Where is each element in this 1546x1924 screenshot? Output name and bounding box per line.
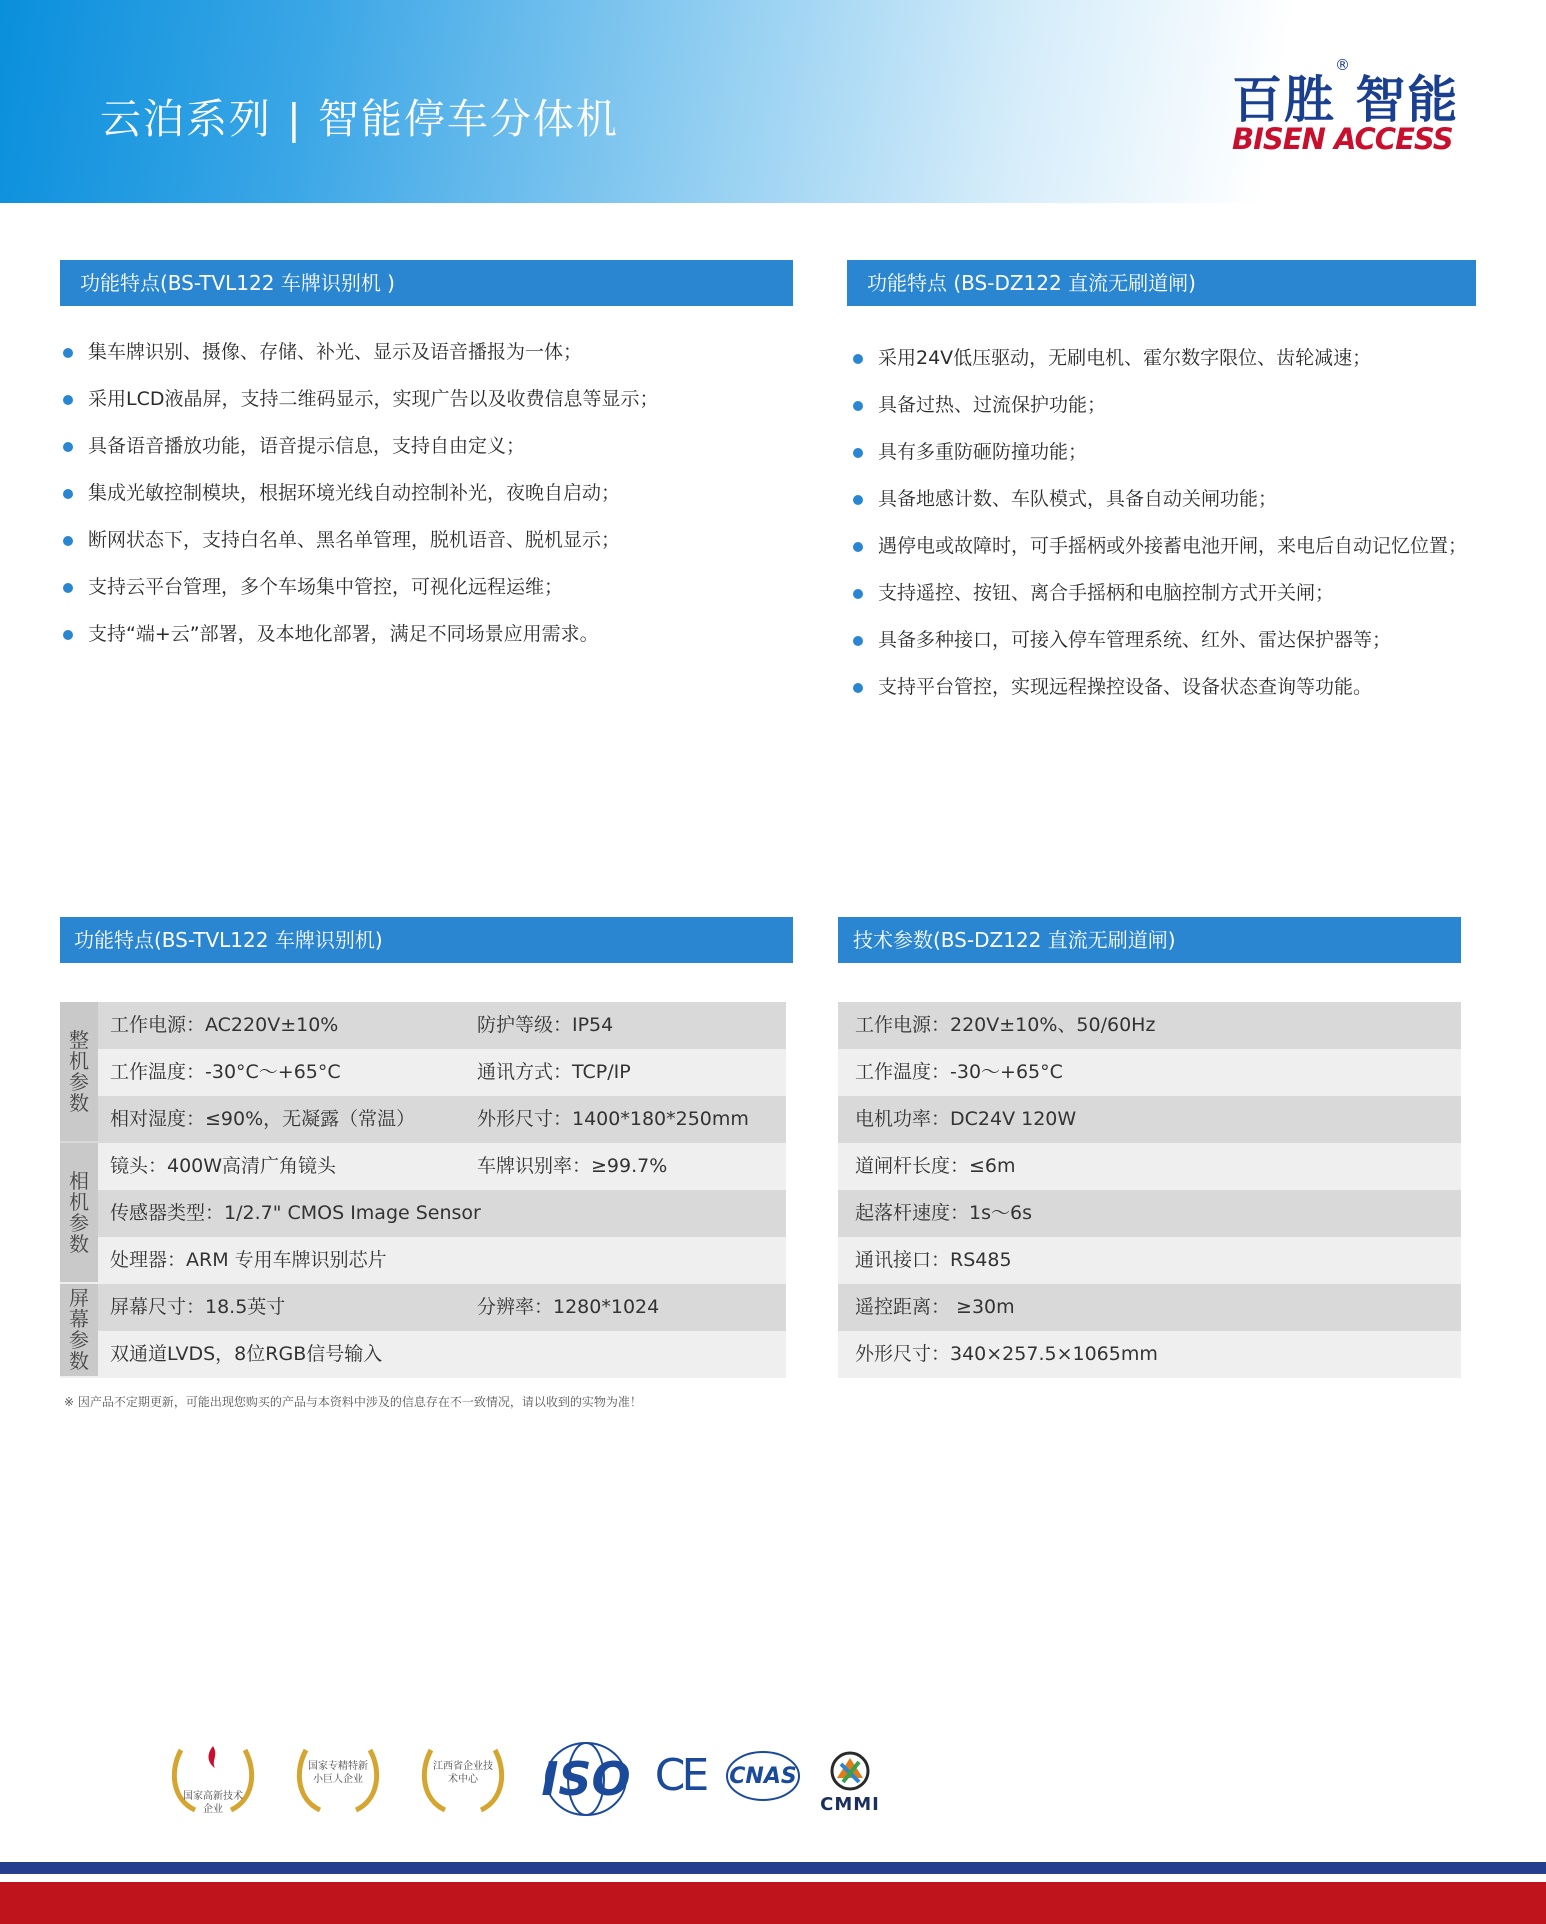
registered-mark: ® xyxy=(1335,56,1350,74)
feature-text: 具备地感计数、车队模式，具备自动关闸功能； xyxy=(878,488,1278,510)
cnas-logo xyxy=(723,1748,803,1804)
feature-text: 支持云平台管理，多个车场集中管控，可视化远程运维； xyxy=(88,576,564,598)
spec-cell: 起落杆速度：1s～6s xyxy=(855,1202,1032,1224)
ce-text: CE xyxy=(654,1749,706,1801)
footer-bar-red xyxy=(0,1882,1546,1924)
feature-item xyxy=(853,343,1467,390)
spec-group-label xyxy=(60,1143,98,1282)
spec-cell: 工作电源：AC220V±10% xyxy=(110,1014,339,1036)
laurel-1-text: 国家高新技术企业 xyxy=(183,1791,243,1815)
features-right-heading: 功能特点 (BS-DZ122 直流无刷道闸) xyxy=(847,260,1476,306)
feature-item xyxy=(63,431,658,478)
feature-item xyxy=(63,478,658,525)
bullet-dot-icon xyxy=(853,636,863,646)
feature-text: 具备语音播放功能，语音提示信息，支持自由定义； xyxy=(88,435,526,457)
spec-cell: 通讯接口：RS485 xyxy=(855,1249,1012,1271)
page-header xyxy=(0,0,1546,203)
spec-row xyxy=(60,1237,786,1284)
features-left-heading: 功能特点(BS-TVL122 车牌识别机 ) xyxy=(60,260,793,306)
iso-logo xyxy=(540,1740,632,1818)
spec-cell: 相对湿度：≤90%，无凝露（常温） xyxy=(110,1108,416,1130)
specs-right-table xyxy=(838,1002,1461,1378)
laurel-badge-tech-center xyxy=(415,1738,511,1818)
feature-item xyxy=(63,619,658,666)
feature-text: 集成光敏控制模块，根据环境光线自动控制补光，夜晚自启动； xyxy=(88,482,621,504)
feature-text: 采用LCD液晶屏，支持二维码显示，实现广告以及收费信息等显示； xyxy=(88,388,659,410)
spec-cell: 防护等级：IP54 xyxy=(477,1014,614,1036)
spec-row xyxy=(838,1002,1461,1049)
laurel-2-text: 国家专精特新小巨人企业 xyxy=(308,1761,368,1785)
laurel-badge-high-tech xyxy=(165,1738,261,1818)
bullet-dot-icon xyxy=(853,354,863,364)
feature-item xyxy=(853,531,1467,578)
bullet-dot-icon xyxy=(853,589,863,599)
feature-item xyxy=(63,384,658,431)
laurel-3-text: 江西省企业技术中心 xyxy=(433,1761,493,1785)
disclaimer-note: ※ 因产品不定期更新，可能出现您购买的产品与本资料中涉及的信息存在不一致情况，请以收到的实物为准！ xyxy=(64,1395,642,1409)
spec-row xyxy=(60,1002,786,1049)
cnas-text: CNAS xyxy=(729,1763,797,1789)
bullet-dot-icon xyxy=(853,542,863,552)
cmmi-emblem-icon xyxy=(827,1748,873,1794)
spec-row xyxy=(60,1049,786,1096)
feature-item xyxy=(853,625,1467,672)
feature-item xyxy=(853,437,1467,484)
spec-row xyxy=(60,1143,786,1190)
spec-cell: 镜头：400W高清广角镜头 xyxy=(110,1155,337,1177)
spec-group-label xyxy=(60,1002,98,1141)
feature-text: 支持“端+云”部署，及本地化部署，满足不同场景应用需求。 xyxy=(88,623,599,645)
feature-item xyxy=(853,578,1467,625)
bullet-dot-icon xyxy=(853,448,863,458)
cmmi-logo xyxy=(815,1738,885,1824)
bullet-dot-icon xyxy=(853,401,863,411)
spec-row xyxy=(60,1331,786,1378)
spec-row xyxy=(838,1331,1461,1378)
bullet-dot-icon xyxy=(853,495,863,505)
spec-group-label-text: 整机参数 xyxy=(69,1027,89,1115)
brand-logo xyxy=(1232,56,1462,156)
bullet-dot-icon xyxy=(63,630,73,640)
spec-row xyxy=(838,1237,1461,1284)
bullet-dot-icon xyxy=(853,683,863,693)
logo-cn-text: 百胜 智能 xyxy=(1232,71,1460,129)
spec-cell: 分辨率：1280*1024 xyxy=(477,1296,660,1318)
feature-text: 具有多重防砸防撞功能； xyxy=(878,441,1088,463)
spec-row xyxy=(838,1096,1461,1143)
ce-logo xyxy=(645,1750,715,1800)
feature-text: 具备过热、过流保护功能； xyxy=(878,394,1107,416)
spec-row xyxy=(838,1190,1461,1237)
specs-left-table xyxy=(60,1002,786,1378)
spec-cell: 道闸杆长度：≤6m xyxy=(855,1155,1016,1177)
cmmi-text: CMMI xyxy=(820,1793,880,1815)
feature-text: 集车牌识别、摄像、存储、补光、显示及语音播报为一体； xyxy=(88,341,583,363)
specs-left-heading: 功能特点(BS-TVL122 车牌识别机) xyxy=(60,917,793,963)
feature-text: 断网状态下，支持白名单、黑名单管理，脱机语音、脱机显示； xyxy=(88,529,621,551)
spec-group-label xyxy=(60,1284,98,1376)
certification-logos xyxy=(165,1738,885,1818)
spec-row xyxy=(838,1284,1461,1331)
logo-en-text: BISEN ACCESS xyxy=(1232,122,1453,156)
spec-row xyxy=(838,1143,1461,1190)
feature-item xyxy=(853,484,1467,531)
feature-item xyxy=(853,390,1467,437)
spec-cell: 外形尺寸：340×257.5×1065mm xyxy=(855,1343,1158,1365)
bullet-dot-icon xyxy=(63,536,73,546)
bullet-dot-icon xyxy=(63,442,73,452)
bullet-dot-icon xyxy=(63,583,73,593)
bullet-dot-icon xyxy=(63,395,73,405)
spec-cell: 工作电源：220V±10%、50/60Hz xyxy=(855,1014,1156,1036)
spec-row xyxy=(838,1049,1461,1096)
feature-item xyxy=(63,525,658,572)
spec-cell: 电机功率：DC24V 120W xyxy=(855,1108,1077,1130)
spec-cell: 工作温度：-30～+65°C xyxy=(855,1061,1063,1083)
page-title: 云泊系列 | 智能停车分体机 xyxy=(100,95,619,143)
spec-cell: 传感器类型：1/2.7" CMOS Image Sensor xyxy=(110,1202,481,1224)
feature-text: 具备多种接口，可接入停车管理系统、红外、雷达保护器等； xyxy=(878,629,1392,651)
iso-text: ISO xyxy=(541,1752,631,1806)
spec-group-label-text: 屏幕参数 xyxy=(69,1286,89,1373)
feature-item xyxy=(853,672,1467,719)
spec-cell: 屏幕尺寸：18.5英寸 xyxy=(110,1296,286,1318)
spec-cell: 车牌识别率：≥99.7% xyxy=(477,1155,668,1177)
spec-cell: 遥控距离： ≥30m xyxy=(855,1296,1015,1318)
feature-text: 支持遥控、按钮、离合手摇柄和电脑控制方式开关闸； xyxy=(878,582,1335,604)
specs-right-heading: 技术参数(BS-DZ122 直流无刷道闸) xyxy=(838,917,1461,963)
spec-row xyxy=(60,1190,786,1237)
footer-bar-blue xyxy=(0,1862,1546,1874)
spec-cell: 双通道LVDS，8位RGB信号输入 xyxy=(110,1343,383,1365)
footer-bar-gap xyxy=(0,1874,1546,1882)
spec-cell: 工作温度：-30°C～+65°C xyxy=(110,1061,341,1083)
bullet-dot-icon xyxy=(63,489,73,499)
spec-group-label-text: 相机参数 xyxy=(69,1168,89,1256)
spec-cell: 通讯方式：TCP/IP xyxy=(477,1061,631,1083)
spec-row xyxy=(60,1096,786,1143)
features-left-list xyxy=(63,337,658,666)
features-right-list xyxy=(853,343,1467,719)
spec-row xyxy=(60,1284,786,1331)
feature-item xyxy=(63,337,658,384)
feature-item xyxy=(63,572,658,619)
spec-cell: 处理器：ARM 专用车牌识别芯片 xyxy=(110,1249,387,1271)
feature-text: 采用24V低压驱动，无刷电机、霍尔数字限位、齿轮减速； xyxy=(878,347,1372,369)
bullet-dot-icon xyxy=(63,348,73,358)
spec-cell: 外形尺寸：1400*180*250mm xyxy=(477,1108,749,1130)
feature-text: 遇停电或故障时，可手摇柄或外接蓄电池开闸，来电后自动记忆位置； xyxy=(878,535,1468,557)
laurel-badge-specialized xyxy=(290,1738,386,1818)
feature-text: 支持平台管控，实现远程操控设备、设备状态查询等功能。 xyxy=(878,676,1373,698)
